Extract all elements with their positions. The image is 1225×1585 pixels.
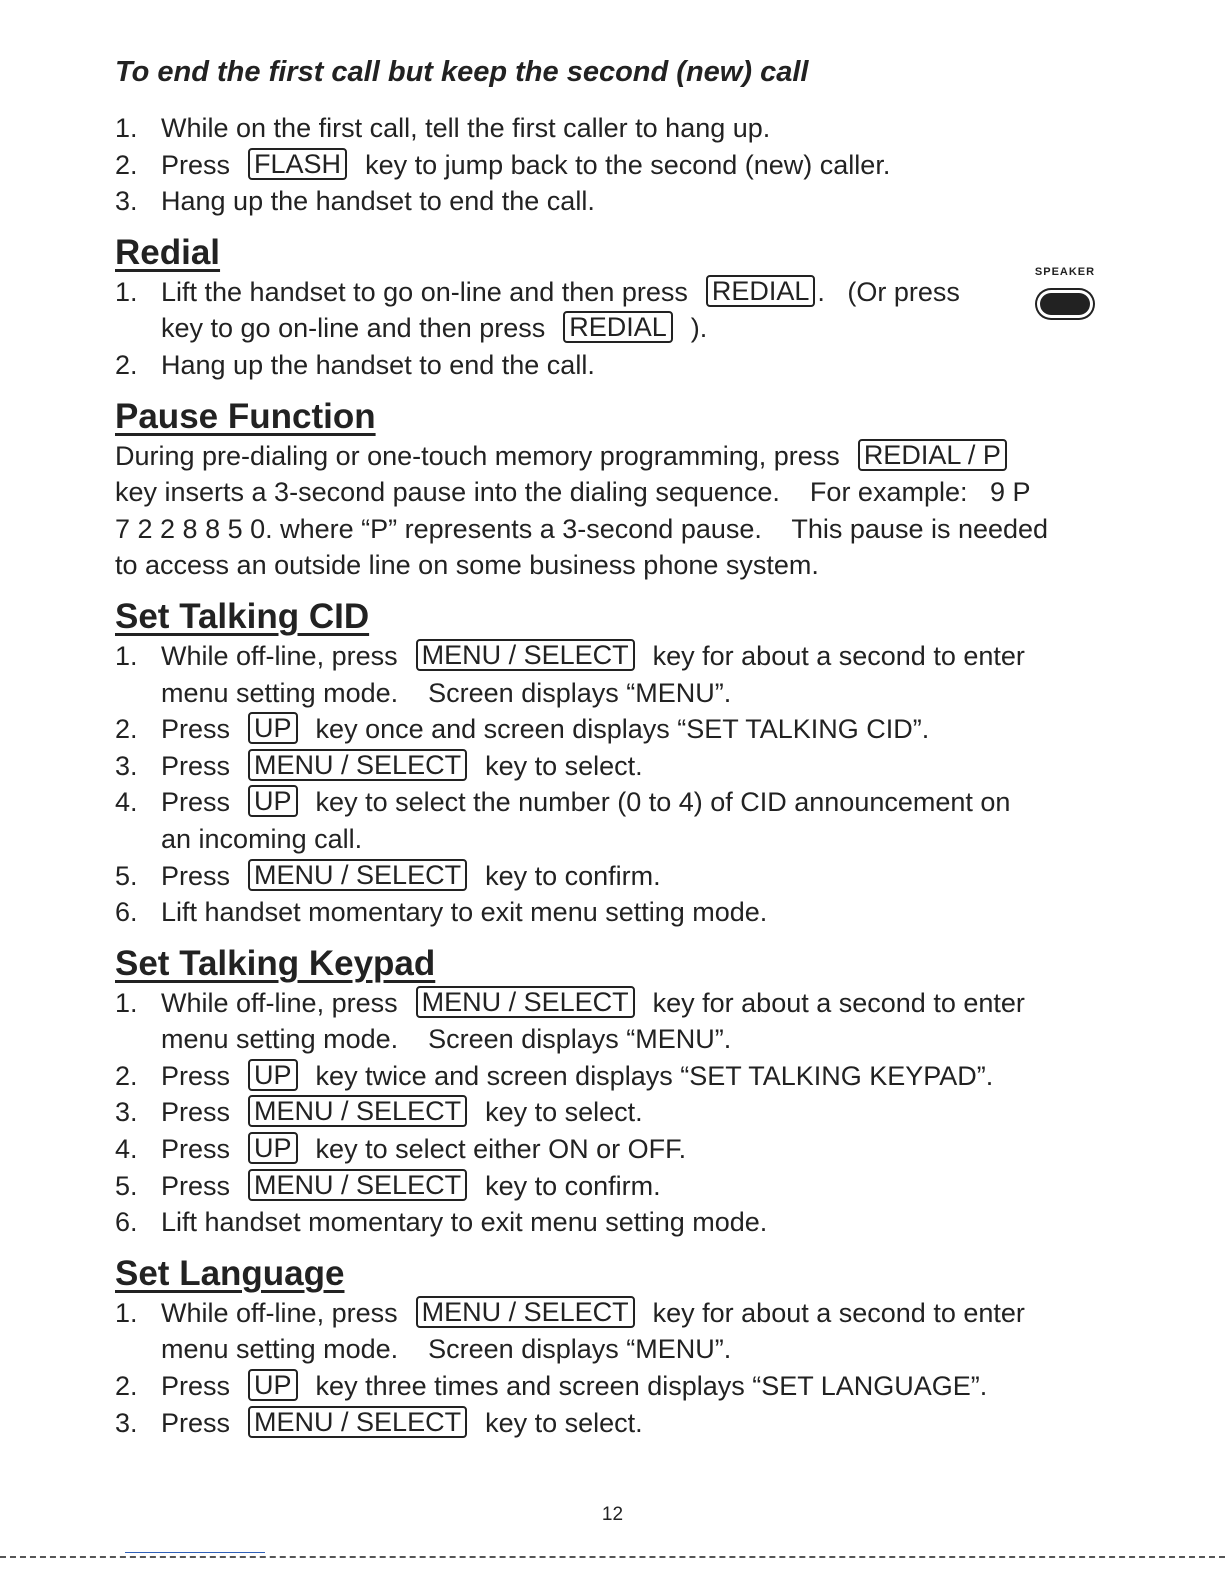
step-text: Press bbox=[161, 1170, 231, 1201]
step-number: 5. bbox=[115, 1170, 138, 1201]
list-item bbox=[115, 1058, 1115, 1095]
section-heading: Pause Function bbox=[115, 396, 376, 436]
step-number: 2. bbox=[115, 1060, 138, 1091]
step-text: key twice and screen displays “SET TALKING KEYPAD”. bbox=[315, 1060, 994, 1091]
section-heading: To end the first call but keep the second (new) call bbox=[115, 56, 809, 88]
section-heading: Set Talking CID bbox=[115, 596, 370, 636]
list-item bbox=[115, 147, 1115, 184]
step-number: 2. bbox=[115, 149, 138, 180]
section-end-first-call bbox=[115, 52, 1115, 220]
step-text: ). bbox=[690, 313, 708, 344]
step-number: 1. bbox=[115, 1297, 138, 1328]
redial-key-label: REDIAL bbox=[563, 311, 673, 343]
step-text: menu setting mode. Screen displays “MENU”. bbox=[161, 1024, 732, 1055]
up-key-label: UP bbox=[248, 712, 298, 744]
redial-p-key-label: REDIAL / P bbox=[858, 439, 1007, 471]
step-text: While off-line, press bbox=[161, 1297, 398, 1328]
step-text: Lift handset momentary to exit menu setting mode. bbox=[161, 1207, 768, 1238]
step-number: 6. bbox=[115, 897, 138, 928]
list-item bbox=[115, 1094, 1115, 1131]
list-item bbox=[115, 894, 1115, 931]
footer-divider bbox=[0, 1556, 1225, 1558]
step-text: key three times and screen displays “SET LANGUAGE”. bbox=[315, 1371, 988, 1402]
menu-select-key-label: MENU / SELECT bbox=[416, 639, 635, 671]
step-number: 2. bbox=[115, 1371, 138, 1402]
step-text: key once and screen displays “SET TALKING CID”. bbox=[315, 714, 930, 745]
up-key-label: UP bbox=[248, 785, 298, 817]
up-key-label: UP bbox=[248, 1369, 298, 1401]
step-number: 2. bbox=[115, 714, 138, 745]
paragraph-text: to access an outside line on some business phone system. bbox=[115, 550, 819, 581]
step-number: 4. bbox=[115, 1134, 138, 1165]
list-item bbox=[115, 711, 1115, 748]
section-set-talking-cid bbox=[115, 596, 1115, 931]
menu-select-key-label: MENU / SELECT bbox=[248, 1169, 467, 1201]
step-number: 3. bbox=[115, 186, 138, 217]
page-number: 12 bbox=[601, 1504, 624, 1525]
step-text: Press bbox=[161, 149, 231, 180]
step-text: . (Or press bbox=[817, 276, 960, 307]
menu-select-key-label: MENU / SELECT bbox=[416, 1296, 635, 1328]
step-text: Press bbox=[161, 1407, 231, 1438]
list-item bbox=[115, 265, 1115, 311]
step-text: key to confirm. bbox=[485, 1170, 661, 1201]
list-item bbox=[115, 1131, 1115, 1168]
step-text: key to jump back to the second (new) caller. bbox=[365, 149, 891, 180]
step-number: 4. bbox=[115, 787, 138, 818]
step-text: key to select. bbox=[485, 1407, 643, 1438]
step-text: key to select. bbox=[485, 1097, 643, 1128]
step-text: Press bbox=[161, 1060, 231, 1091]
list-item bbox=[115, 1405, 1115, 1442]
list-item bbox=[115, 1295, 1115, 1332]
step-text: key to select either ON or OFF. bbox=[315, 1134, 687, 1165]
step-text: key for about a second to enter bbox=[652, 987, 1025, 1018]
step-number: 1. bbox=[115, 640, 138, 671]
list-item bbox=[115, 784, 1115, 821]
step-text: key to confirm. bbox=[485, 860, 661, 891]
redial-key-label: REDIAL bbox=[706, 275, 816, 307]
step-text: Press bbox=[161, 787, 231, 818]
step-text: While off-line, press bbox=[161, 640, 398, 671]
step-number: 6. bbox=[115, 1207, 138, 1238]
step-text: Press bbox=[161, 860, 231, 891]
menu-select-key-label: MENU / SELECT bbox=[416, 986, 635, 1018]
section-set-language bbox=[115, 1253, 1115, 1441]
step-text: While on the first call, tell the first caller to hang up. bbox=[161, 113, 771, 143]
list-item bbox=[115, 748, 1115, 785]
step-number: 3. bbox=[115, 750, 138, 781]
list-item bbox=[115, 858, 1115, 895]
paragraph-text: 7 2 2 8 8 5 0. where “P” represents a 3-second pause. This pause is needed bbox=[115, 513, 1049, 544]
flash-key-label: FLASH bbox=[248, 148, 347, 180]
step-text: key for about a second to enter bbox=[652, 640, 1025, 671]
step-text: key to select the number (0 to 4) of CID announcement on bbox=[315, 787, 1011, 818]
manual-page bbox=[115, 52, 1115, 1453]
step-text: key to go on-line and then press bbox=[161, 313, 546, 344]
step-number: 1. bbox=[115, 276, 138, 307]
paragraph-text: key inserts a 3-second pause into the dialing sequence. For example: 9 P bbox=[115, 477, 1031, 508]
menu-select-key-label: MENU / SELECT bbox=[248, 1095, 467, 1127]
step-text: Press bbox=[161, 1371, 231, 1402]
menu-select-key-label: MENU / SELECT bbox=[248, 859, 467, 891]
step-text: While off-line, press bbox=[161, 987, 398, 1018]
paragraph-text: During pre-dialing or one-touch memory programming, press bbox=[115, 440, 840, 471]
section-heading: Set Talking Keypad bbox=[115, 943, 436, 983]
step-text: Lift handset momentary to exit menu setting mode. bbox=[161, 897, 768, 928]
list-item-continuation bbox=[115, 310, 1115, 347]
step-number: 5. bbox=[115, 860, 138, 891]
step-number: 3. bbox=[115, 1097, 138, 1128]
list-item bbox=[115, 183, 1115, 220]
section-redial bbox=[115, 232, 1115, 384]
footer-mark bbox=[125, 1552, 265, 1553]
step-text: key to select. bbox=[485, 750, 643, 781]
list-item bbox=[115, 1204, 1115, 1241]
list-item bbox=[115, 1168, 1115, 1205]
step-text: an incoming call. bbox=[161, 823, 363, 854]
list-item bbox=[115, 985, 1115, 1022]
step-number: 2. bbox=[115, 349, 138, 380]
section-set-talking-keypad bbox=[115, 943, 1115, 1241]
step-number: 1. bbox=[115, 987, 138, 1018]
up-key-label: UP bbox=[248, 1059, 298, 1091]
step-number: 1. bbox=[115, 113, 138, 143]
menu-select-key-label: MENU / SELECT bbox=[248, 1406, 467, 1438]
step-text: key for about a second to enter bbox=[652, 1297, 1025, 1328]
list-item bbox=[115, 1368, 1115, 1405]
menu-select-key-label: MENU / SELECT bbox=[248, 749, 467, 781]
step-text: menu setting mode. Screen displays “MENU”. bbox=[161, 1334, 732, 1365]
step-number: 3. bbox=[115, 1407, 138, 1438]
step-text: Press bbox=[161, 1134, 231, 1165]
step-text: Hang up the handset to end the call. bbox=[161, 186, 595, 217]
section-heading: Set Language bbox=[115, 1253, 345, 1293]
list-item bbox=[115, 638, 1115, 675]
step-text: Lift the handset to go on-line and then press bbox=[161, 276, 688, 307]
section-pause-function bbox=[115, 396, 1115, 584]
step-text: menu setting mode. Screen displays “MENU”. bbox=[161, 677, 732, 708]
up-key-label: UP bbox=[248, 1132, 298, 1164]
step-text: Press bbox=[161, 750, 231, 781]
step-text: Hang up the handset to end the call. bbox=[161, 349, 595, 380]
speaker-label: SPEAKER bbox=[1034, 265, 1096, 278]
step-text: Press bbox=[161, 1097, 231, 1128]
list-item bbox=[115, 347, 1115, 384]
list-item bbox=[115, 110, 1115, 147]
step-text: Press bbox=[161, 714, 231, 745]
section-heading: Redial bbox=[115, 232, 221, 272]
speaker-key bbox=[1033, 254, 1097, 302]
